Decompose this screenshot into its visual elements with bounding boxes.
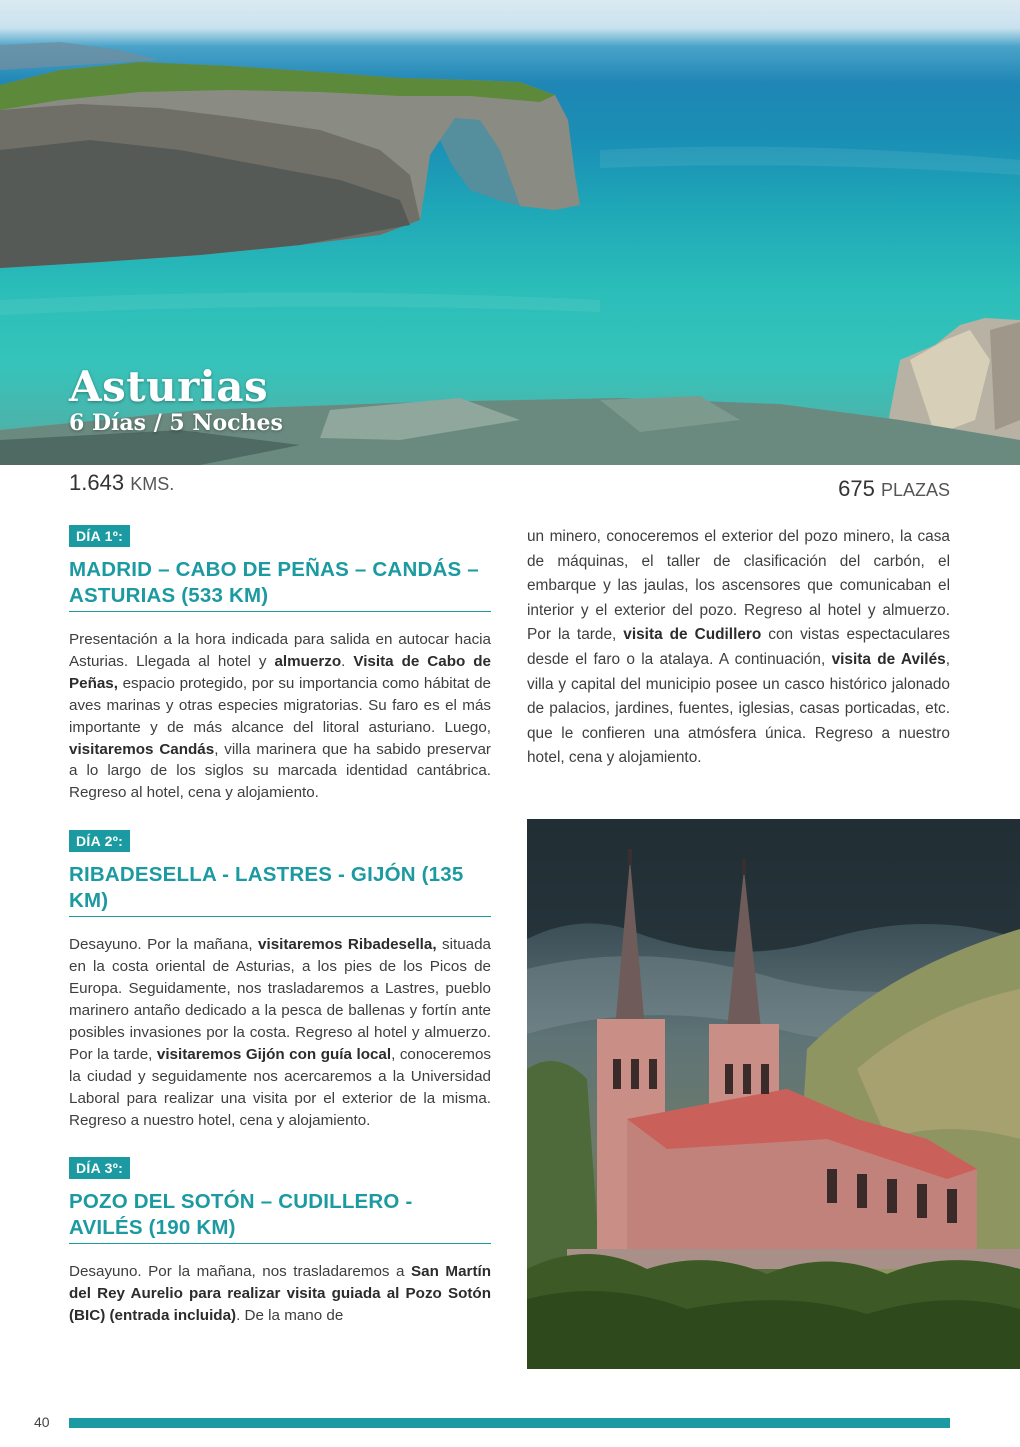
emphasis-text: San Martín del Rey Aurelio para realizar visita guiada al Pozo Sotón (BIC) (entrada incluida): [69, 1263, 491, 1325]
day-description: [69, 934, 491, 1131]
distance-stat: [69, 470, 174, 496]
body-text: Desayuno. Por la mañana, nos trasladaremos a: [69, 1263, 412, 1281]
emphasis-text: visitaremos Gijón con guía local: [156, 1045, 392, 1063]
body-text: . De la mano de: [236, 1307, 344, 1325]
day-title: MADRID – CABO DE PEÑAS – CANDÁS – ASTURIAS (533 KM): [69, 557, 491, 612]
body-text: Presentación a la hora indicada para salida en autocar hacia Asturias. Llegada al hotel y: [69, 631, 491, 670]
body-text: un minero, conoceremos el exterior del pozo minero, la casa de máquinas, el taller de clasificación del carbón, el embarque y las jaulas, los ascensores que comunicaban el interior y el exterior del pozo. Regreso al hotel y almuerzo. Por la tarde,: [527, 528, 950, 644]
day-block: [69, 830, 491, 1131]
emphasis-text: visitaremos Candás: [69, 740, 215, 758]
seats-value: 675: [838, 476, 875, 501]
day-title: RIBADESELLA - LASTRES - GIJÓN (135 KM): [69, 862, 491, 917]
page-number: 40: [34, 1414, 50, 1430]
itinerary-right-column: [527, 525, 950, 771]
day-title: POZO DEL SOTÓN – CUDILLERO - AVILÉS (190 KM): [69, 1189, 491, 1244]
emphasis-text: almuerzo: [274, 652, 342, 670]
day-badge: DÍA 1º:: [69, 525, 130, 547]
day-badge: DÍA 2º:: [69, 830, 130, 852]
seats-stat: [838, 476, 950, 502]
distance-value: 1.643: [69, 470, 125, 495]
day-description: [69, 1261, 491, 1327]
emphasis-text: visita de Cudillero: [623, 626, 762, 644]
body-text: .: [341, 652, 354, 670]
trip-duration: 6 Días / 5 Noches: [69, 410, 283, 436]
day-block: [69, 1157, 491, 1327]
emphasis-text: visitaremos Ribadesella,: [258, 936, 437, 954]
body-text: situada en la costa oriental de Asturias, a los pies de los Picos de Europa. Seguidamente, nos trasladaremos a Lastres, pueblo marinero antaño dedicado a la pesca de ballenas y fortín ante posibles invasiones por la costa. Regreso al hotel y almuerzo. Por la tarde,: [69, 936, 492, 1063]
day-block: [69, 525, 491, 804]
emphasis-text: visita de Avilés: [831, 650, 946, 668]
distance-unit: KMS.: [130, 474, 175, 494]
body-text: , villa marinera que ha sabido preservar a lo largo de los siglos su marcada identidad cantábrica. Regreso al hotel, cena y alojamiento.: [69, 740, 491, 802]
body-text: espacio protegido, por su importancia como hábitat de aves marinas y otras especies migratorias. Su faro es el más importante y de más alcance del litoral asturiano. Luego,: [69, 674, 491, 736]
footer-accent-bar: [69, 1418, 950, 1428]
destination-title: Asturias: [69, 362, 269, 411]
hero-photo: [0, 0, 1020, 465]
day-badge: DÍA 3º:: [69, 1157, 130, 1179]
day-description: [69, 629, 491, 804]
body-text: , villa y capital del municipio posee un casco histórico jalonado de palacios, jardines, fuentes, iglesias, casas porticadas, etc. que le confieren una atmósfera única. Regreso a nuestro hotel, cena y alojamiento.: [527, 650, 950, 767]
basilica-photo: [527, 819, 1020, 1369]
basilica-illustration: [527, 819, 1020, 1369]
day-description-continuation: [527, 525, 950, 771]
itinerary-left-column: [69, 525, 491, 1353]
body-text: , conoceremos la ciudad y seguidamente nos acercaremos a la Universidad Laboral para realizar una visita por el exterior de la misma. Regreso a nuestro hotel, cena y alojamiento.: [69, 1045, 491, 1129]
emphasis-text: Visita de Cabo de Peñas,: [69, 652, 491, 692]
seats-unit: PLAZAS: [880, 480, 950, 500]
body-text: Desayuno. Por la mañana,: [69, 936, 259, 954]
body-text: con vistas espectaculares desde el faro o la atalaya. A continuación,: [527, 626, 950, 668]
